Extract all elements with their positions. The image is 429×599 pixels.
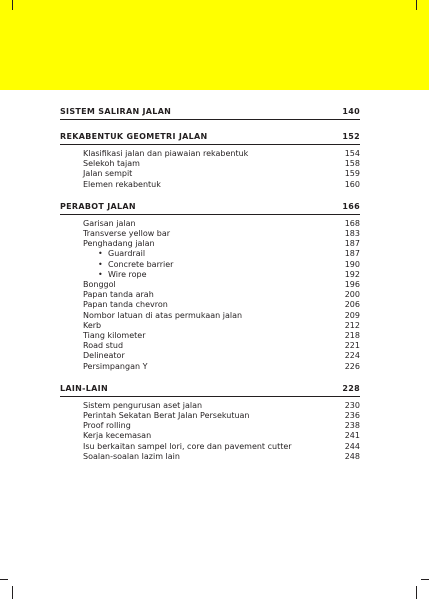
entry-page-number: 226 [344,361,360,371]
toc-entry[interactable] [60,229,360,239]
section-title: SISTEM SALIRAN JALAN [60,107,172,116]
toc-entry[interactable] [60,169,360,179]
toc-entry[interactable] [60,362,360,372]
entry-page-number: 244 [344,441,360,451]
toc-entry[interactable] [60,149,360,159]
entry-title: Penghadang jalan [83,239,155,249]
toc-entry[interactable] [60,290,360,300]
toc-entry[interactable] [60,411,360,421]
toc-section [60,105,360,120]
entry-title: Klasifikasi jalan dan piawaian rekabentuk [83,149,249,158]
toc-section [60,130,360,190]
entry-title: Concrete barrier [108,259,174,269]
section-divider [60,119,360,120]
toc-section-heading[interactable] [60,105,360,119]
entry-title: Road stud [83,341,124,351]
entry-title: Perintah Sekatan Berat Jalan Persekutuan [83,411,250,421]
toc-entry[interactable] [60,452,360,462]
toc-section-heading[interactable] [60,382,360,396]
entry-title: Papan tanda arah [83,290,154,300]
entry-page-number: 158 [344,159,360,169]
crop-mark [12,0,13,10]
toc-entry[interactable] [60,341,360,351]
entry-title: Soalan-soalan lazim lain [83,451,180,461]
toc-sub-entry[interactable] [60,270,360,280]
toc-sub-entry[interactable] [60,249,360,259]
entry-page-number: 248 [344,451,360,461]
entry-title: Jalan sempit [83,169,133,179]
entry-title: Transverse yellow bar [83,229,171,239]
entry-page-number: 187 [344,239,360,249]
toc-entry[interactable] [60,219,360,229]
entry-page-number: 192 [344,269,360,279]
table-of-contents [60,105,360,462]
entry-page-number: 187 [344,249,360,259]
entry-page-number: 168 [344,218,360,228]
crop-mark [0,579,8,580]
bullet-icon: • [98,259,103,269]
entry-page-number: 160 [344,179,360,189]
entry-page-number: 190 [344,259,360,269]
toc-entry[interactable] [60,351,360,361]
toc-section [60,382,360,462]
entry-title: Elemen rekabentuk [83,179,161,189]
section-title: LAIN-LAIN [60,383,108,393]
entry-title: Tiang kilometer [83,331,146,341]
section-page-number: 140 [342,107,360,116]
entry-page-number: 241 [344,431,360,441]
toc-entry[interactable] [60,321,360,331]
toc-entry[interactable] [60,431,360,441]
section-title: PERABOT JALAN [60,201,136,211]
crop-mark [12,586,13,599]
toc-entry[interactable] [60,159,360,169]
toc-entry[interactable] [60,311,360,321]
entry-title: Kerja kecemasan [83,431,152,441]
entry-title: Papan tanda chevron [83,300,168,310]
section-page-number: 166 [342,201,360,211]
section-page-number: 228 [342,383,360,393]
entry-page-number: 196 [344,280,360,290]
entry-title: Persimpangan Y [83,361,148,371]
crop-mark [421,579,429,580]
toc-entry[interactable] [60,239,360,249]
entry-page-number: 206 [344,300,360,310]
entry-title: Proof rolling [83,421,131,431]
entry-page-number: 221 [344,341,360,351]
toc-entry[interactable] [60,300,360,310]
entry-title: Garisan jalan [83,218,136,228]
toc-section-heading[interactable] [60,130,360,144]
entry-page-number: 159 [344,169,360,179]
entry-title: Kerb [83,320,102,330]
entry-page-number: 183 [344,229,360,239]
crop-mark [416,0,417,10]
entry-page-number: 236 [344,411,360,421]
yellow-header-banner [0,0,429,90]
entry-title: Nombor latuan di atas permukaan jalan [83,310,243,320]
toc-entry[interactable] [60,331,360,341]
entry-title: Selekoh tajam [83,159,140,169]
toc-section-heading[interactable] [60,200,360,214]
entry-title: Wire rope [108,269,147,279]
entry-page-number: 209 [344,310,360,320]
toc-entry[interactable] [60,442,360,452]
section-title: REKABENTUK GEOMETRI JALAN [60,132,208,141]
entry-page-number: 238 [344,421,360,431]
entry-title: Isu berkaitan sampel lori, core dan pavement cutter [83,441,292,451]
bullet-icon: • [98,249,103,259]
entry-page-number: 230 [344,400,360,410]
entry-title: Guardrail [108,249,146,259]
toc-sub-entry[interactable] [60,260,360,270]
entry-page-number: 224 [344,351,360,361]
crop-mark [416,586,417,599]
toc-entry[interactable] [60,421,360,431]
section-page-number: 152 [342,132,360,141]
toc-entry[interactable] [60,280,360,290]
entry-page-number: 218 [344,331,360,341]
entry-page-number: 212 [344,320,360,330]
toc-section [60,200,360,372]
entry-title: Sistem pengurusan aset jalan [83,400,203,410]
entry-title: Delineator [83,351,125,361]
toc-entry[interactable] [60,401,360,411]
bullet-icon: • [98,269,103,279]
entry-page-number: 154 [344,149,360,158]
toc-entry[interactable] [60,180,360,190]
entry-page-number: 200 [344,290,360,300]
entry-title: Bonggol [83,280,116,290]
